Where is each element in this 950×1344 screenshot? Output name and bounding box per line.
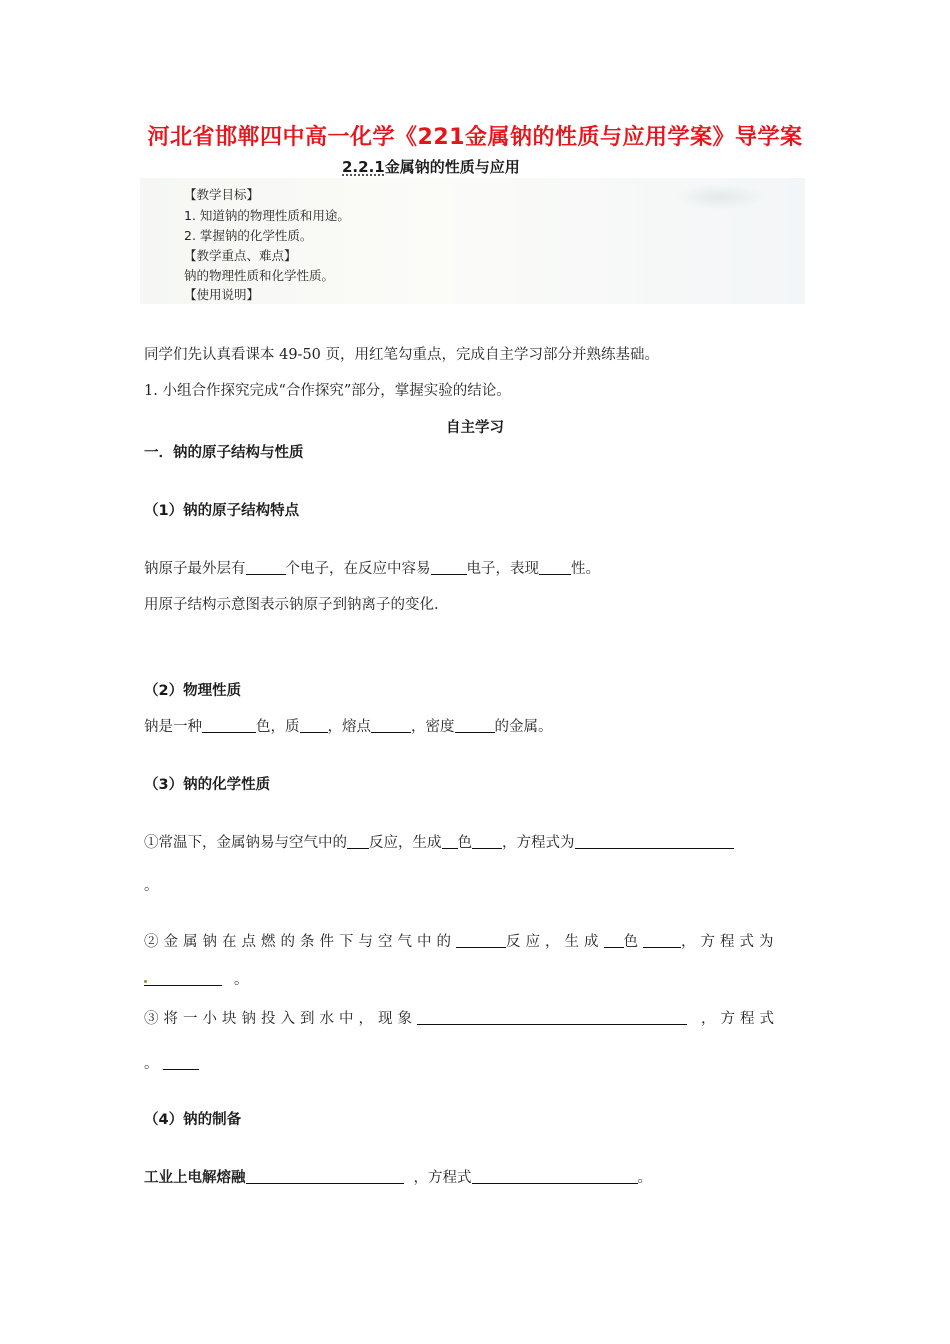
watermark-smudge bbox=[675, 184, 765, 210]
fill-blank[interactable] bbox=[442, 833, 458, 849]
key-points-heading: 【教学重点、难点】 bbox=[184, 248, 297, 263]
section-heading: 一．钠的原子结构与性质 bbox=[144, 445, 304, 461]
equation-blank[interactable] bbox=[144, 970, 222, 986]
objectives-heading: 【教学目标】 bbox=[184, 187, 260, 202]
subsection-physical-properties: （2）物理性质 bbox=[144, 683, 242, 699]
fill-blank[interactable] bbox=[246, 559, 286, 575]
preparation-line: 工业上电解熔融 ，方程式 。 bbox=[144, 1170, 652, 1186]
self-study-heading: 自主学习 bbox=[446, 420, 504, 436]
fill-blank[interactable] bbox=[456, 932, 506, 948]
reaction-2-equation-line: 。 bbox=[144, 968, 249, 989]
fill-blank[interactable] bbox=[643, 932, 681, 948]
objective-item: 1. 知道钠的物理性质和用途。 bbox=[184, 208, 350, 223]
intro-line-2: 1. 小组合作探究完成“合作探究”部分，掌握实验的结论。 bbox=[144, 383, 511, 399]
equation-blank[interactable] bbox=[575, 833, 734, 849]
subsection-preparation: （4）钠的制备 bbox=[144, 1112, 242, 1128]
reaction-3-end: 。 bbox=[144, 1052, 199, 1073]
fill-blank[interactable] bbox=[604, 932, 624, 948]
equation-blank[interactable] bbox=[472, 1168, 638, 1184]
reaction-1-line: ①常温下，金属钠易与空气中的 反应，生成 色 ，方程式为 bbox=[144, 831, 734, 852]
reaction-3-line: ③将一小块钠投入到水中，现象 ，方程式 bbox=[144, 1011, 779, 1027]
reaction-2-line: ②金属钠在点燃的条件下与空气中的 反应，生成 色 ，方程式为 bbox=[144, 934, 779, 950]
atomic-structure-line: 钠原子最外层有 个电子，在反应中容易 电子，表现 性。 bbox=[144, 561, 600, 577]
fill-blank[interactable] bbox=[472, 833, 502, 849]
lesson-subtitle bbox=[342, 156, 520, 177]
intro-line-1: 同学们先认真看课本 49-50 页，用红笔勾重点，完成自主学习部分并熟练基础。 bbox=[144, 347, 660, 363]
lesson-subtitle-text: 金属钠的性质与应用 bbox=[384, 158, 520, 176]
fill-blank[interactable] bbox=[300, 717, 328, 733]
fill-blank[interactable] bbox=[455, 717, 495, 733]
fill-blank[interactable] bbox=[246, 1168, 404, 1184]
physical-properties-line: 钠是一种 色，质 ，熔点 ，密度 的金属。 bbox=[144, 719, 553, 735]
lesson-number: 2.2.1 bbox=[342, 158, 385, 176]
reaction-1-end: 。 bbox=[144, 878, 159, 894]
page-title: 河北省邯郸四中高一化学《221金属钠的性质与应用学案》导学案 bbox=[147, 125, 803, 150]
objective-item: 2. 掌握钠的化学性质。 bbox=[184, 228, 313, 243]
fill-blank[interactable] bbox=[347, 833, 369, 849]
fill-blank[interactable] bbox=[431, 559, 467, 575]
fill-blank[interactable] bbox=[202, 717, 256, 733]
key-points-text: 钠的物理性质和化学性质。 bbox=[184, 268, 335, 283]
subsection-atomic-structure: （1）钠的原子结构特点 bbox=[144, 503, 300, 519]
phenomenon-blank[interactable] bbox=[417, 1009, 687, 1025]
atomic-diagram-instruction: 用原子结构示意图表示钠原子到钠离子的变化. bbox=[144, 597, 439, 613]
subsection-chemical-properties: （3）钠的化学性质 bbox=[144, 777, 271, 793]
equation-blank[interactable] bbox=[163, 1054, 199, 1070]
objectives-scan-box bbox=[140, 178, 805, 304]
fill-blank[interactable] bbox=[371, 717, 411, 733]
fill-blank[interactable] bbox=[539, 559, 571, 575]
usage-heading: 【使用说明】 bbox=[184, 287, 260, 302]
